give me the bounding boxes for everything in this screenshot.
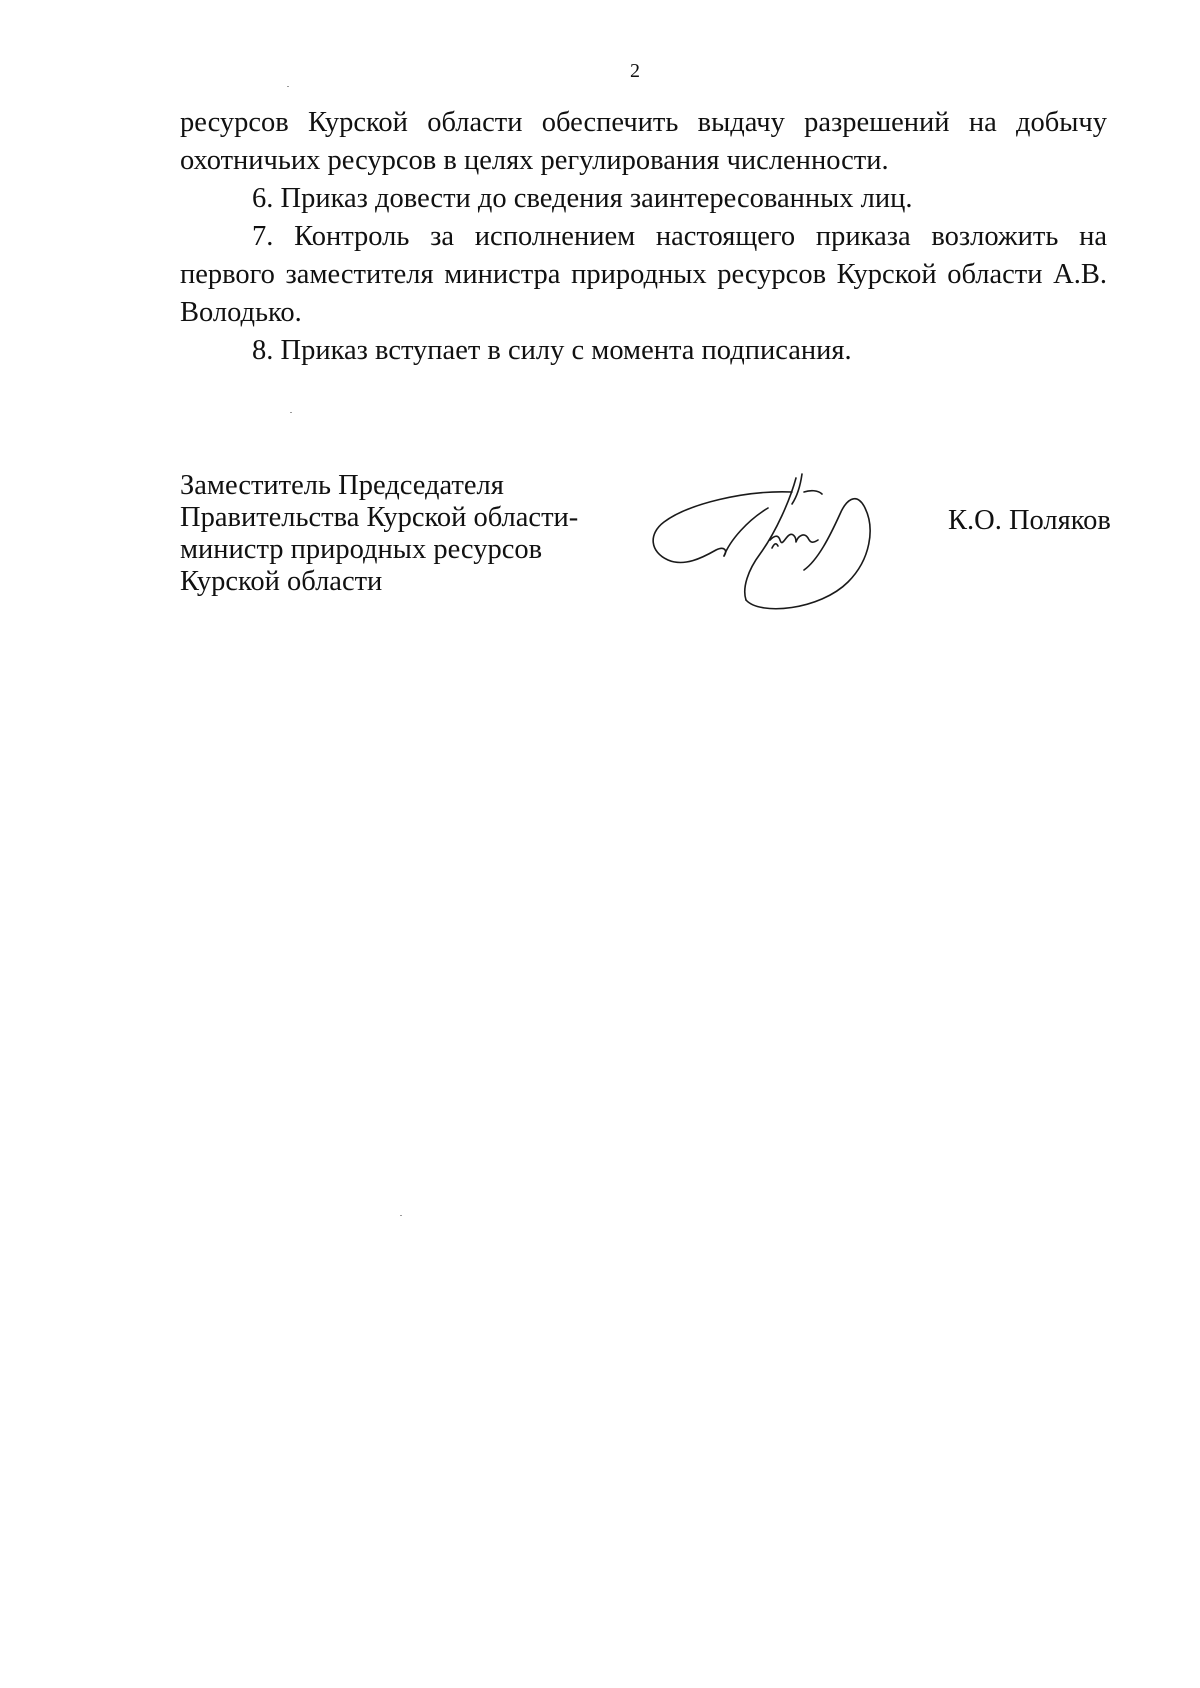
scan-speck	[287, 86, 289, 87]
scan-speck	[290, 412, 292, 413]
paragraph-continuation: ресурсов Курской области обеспечить выдачу разрешений на добычу охотничьих ресурсов в целях регулирования численности.	[180, 107, 1107, 176]
signatory-title	[180, 470, 600, 598]
document-body	[180, 104, 1107, 370]
signatory-name: К.О. Поляков	[948, 505, 1111, 536]
item-7: 7. Контроль за исполнением настоящего приказа возложить на первого заместителя министра природных ресурсов Курской области А.В. Володько.	[180, 221, 1107, 328]
signatory-title-line: Курской области	[180, 566, 383, 597]
signatory-title-line: Заместитель Председателя	[180, 470, 504, 501]
item-8: 8. Приказ вступает в силу с момента подписания.	[252, 335, 852, 366]
page-number: 2	[630, 60, 640, 82]
signatory-title-line: министр природных ресурсов	[180, 534, 543, 565]
item-6: 6. Приказ довести до сведения заинтересованных лиц.	[252, 183, 913, 214]
scan-speck	[400, 1215, 402, 1216]
signatory-title-line: Правительства Курской области-	[180, 502, 579, 533]
handwritten-signature	[650, 470, 890, 615]
